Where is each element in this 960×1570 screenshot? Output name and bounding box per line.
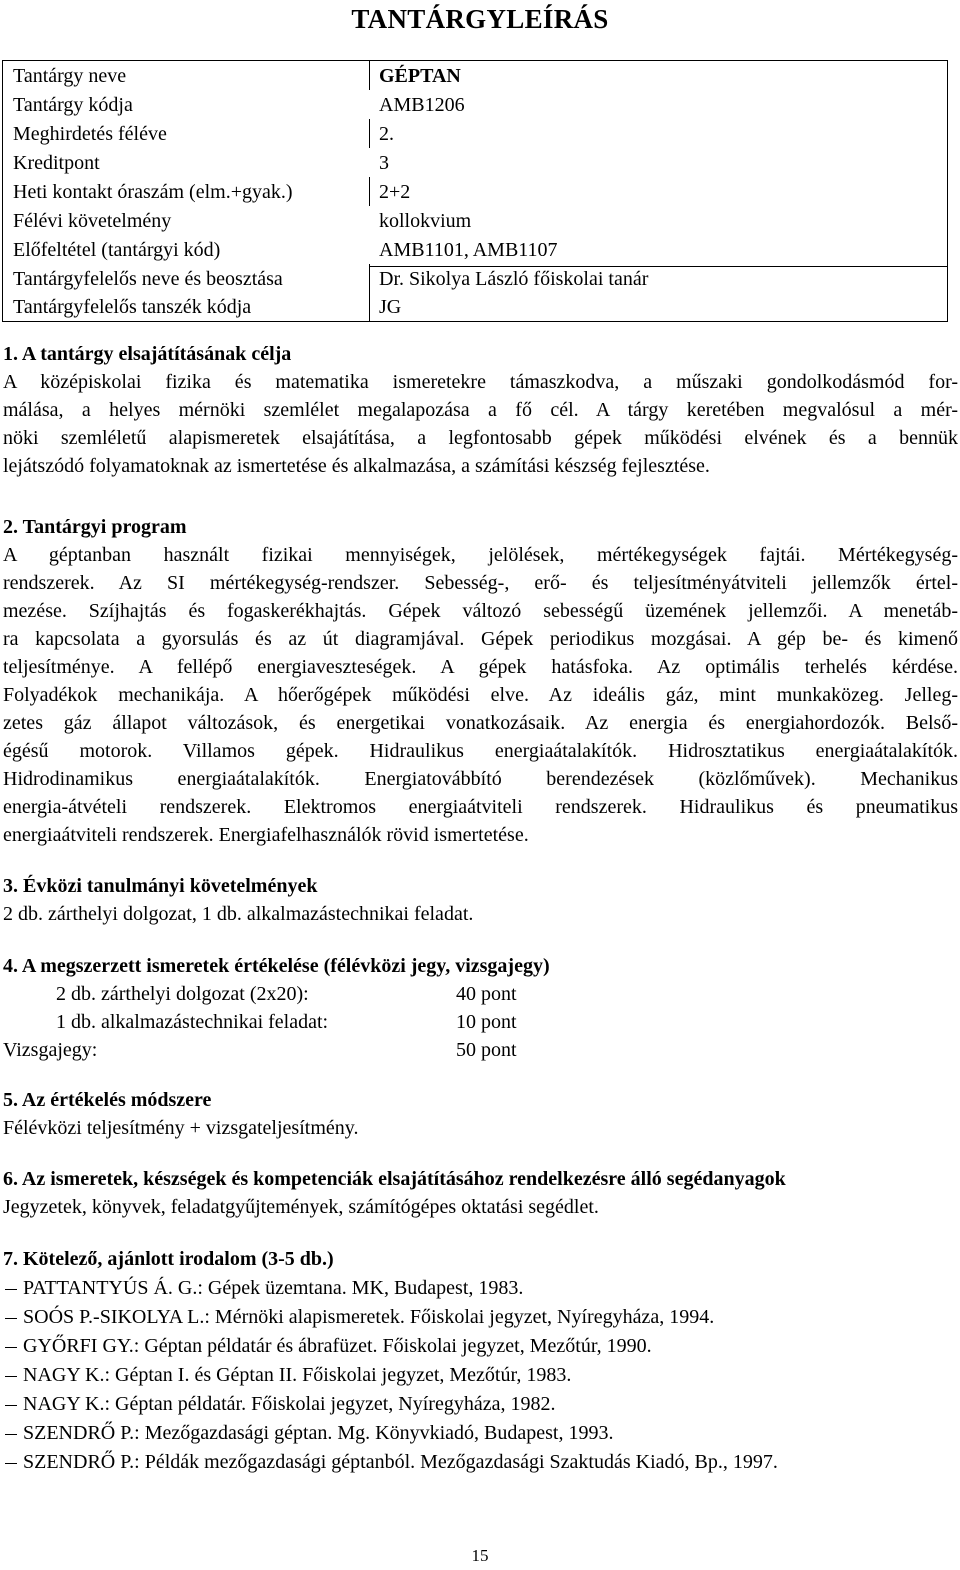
literature-item bbox=[3, 1390, 555, 1418]
section-learning-materials bbox=[3, 1165, 958, 1221]
paragraph-line: Hidrodinamikus energiaátalakítók. Energiatovábbító berendezések (közlőművek). Mechanikus bbox=[3, 768, 958, 790]
info-value: 2+2 bbox=[379, 181, 411, 203]
literature-text: SZENDRŐ P.: Mezőgazdasági géptan. Mg. Könyvkiadó, Budapest, 1993. bbox=[23, 1422, 614, 1444]
course-name-value: GÉPTAN bbox=[379, 65, 461, 87]
info-value: Dr. Sikolya László főiskolai tanár bbox=[379, 268, 649, 290]
paragraph-line: nöki szemléletű alapismeretek elsajátítása, a legfontosabb gépek működési elvének és a bennük bbox=[3, 427, 958, 449]
paragraph-line: A géptanban használt fizikai mennyiségek, jelölések, mértékegységek fajtái. Mértékegység- bbox=[3, 544, 958, 566]
section-literature bbox=[3, 1245, 958, 1273]
paragraph-line: energia-átvételi rendszerek. Elektromos energiaátviteli rendszerek. Hidraulikus és pneumatikus bbox=[3, 796, 958, 818]
dash-bullet bbox=[5, 1376, 17, 1377]
literature-item bbox=[3, 1419, 613, 1447]
info-label: Tantárgy neve bbox=[13, 65, 127, 87]
paragraph-line: mezése. Szíjhajtás és fogaskerékhajtás. Gépek változó sebességű üzemének jellemzői. A menetáb- bbox=[3, 600, 958, 622]
literature-text: NAGY K.: Géptan I. és Géptan II. Főiskolai jegyzet, Mezőtúr, 1983. bbox=[23, 1364, 572, 1386]
literature-item bbox=[3, 1361, 571, 1389]
section-heading: 5. Az értékelés módszere bbox=[3, 1089, 212, 1111]
info-row-weekly-hours bbox=[3, 178, 947, 207]
paragraph-line: rendszerek. Az SI mértékegység-rendszer. Sebesség-, erő- és teljesítményátviteli jellemzők értel- bbox=[3, 572, 958, 594]
info-row-semester bbox=[3, 120, 947, 149]
page-number: 15 bbox=[471, 1546, 489, 1565]
literature-text: NAGY K.: Géptan példatár. Főiskolai jegyzet, Nyíregyháza, 1982. bbox=[23, 1393, 556, 1415]
section-text: Jegyzetek, könyvek, feladatgyűjtemények, számítógépes oktatási segédlet. bbox=[3, 1196, 599, 1218]
literature-item bbox=[3, 1332, 652, 1360]
info-value: 2. bbox=[379, 123, 394, 145]
paragraph-line: A középiskolai fizika és matematika ismeretekre támaszkodva, a műszaki gondolkodásmód for- bbox=[3, 371, 958, 393]
section-evaluation bbox=[3, 952, 958, 980]
paragraph-line: zetes gáz állapot változások, és energetikai vonatkozásaik. Az energia és energiahordozók. Belső- bbox=[3, 712, 958, 734]
info-row-responsible bbox=[3, 265, 947, 294]
info-label: Kreditpont bbox=[13, 152, 100, 174]
section-course-program bbox=[3, 513, 958, 849]
literature-text: SOÓS P.-SIKOLYA L.: Mérnöki alapismeretek. Főiskolai jegyzet, Nyíregyháza, 1994. bbox=[23, 1306, 715, 1328]
grade-label: Vizsgajegy: bbox=[3, 1039, 98, 1061]
paragraph-line: energiaátviteli rendszerek. Energiafelhasználók rövid ismertetése. bbox=[3, 824, 529, 846]
section-heading: 6. Az ismeretek, készségek és kompetenciák elsajátításához rendelkezésre álló segédanyagok bbox=[3, 1168, 786, 1190]
info-row-department bbox=[3, 293, 947, 322]
paragraph-line: Folyadékok mechanikája. A hőerőgépek működési elve. Az ideális gáz, mint munkaközeg. Jelleg- bbox=[3, 684, 958, 706]
paragraph-line: ra kapcsolata a gyorsulás és az út diagramjával. Gépek periodikus mozgásai. A gép be- és kimenő bbox=[3, 628, 958, 650]
section-evaluation-method bbox=[3, 1086, 958, 1142]
info-value: AMB1101, AMB1107 bbox=[379, 239, 558, 261]
info-value: 3 bbox=[379, 152, 389, 174]
info-label: Tantárgy kódja bbox=[13, 94, 133, 116]
paragraph-line: teljesítménye. A fellépő energiaveszteségek. A gépek hatásfoka. Az optimális terhelés kérdése. bbox=[3, 656, 958, 678]
info-row-prerequisite bbox=[3, 236, 947, 265]
section-text: Félévközi teljesítmény + vizsgateljesítmény. bbox=[3, 1117, 359, 1139]
info-row-requirement bbox=[3, 207, 947, 236]
literature-text: SZENDRŐ P.: Példák mezőgazdasági géptanból. Mezőgazdasági Szaktudás Kiadó, Bp., 1997. bbox=[23, 1451, 778, 1473]
info-row-credits bbox=[3, 149, 947, 178]
literature-item bbox=[3, 1448, 778, 1476]
grade-points: 10 pont bbox=[456, 1011, 517, 1033]
section-heading: 2. Tantárgyi program bbox=[3, 516, 187, 538]
info-label: Előfeltétel (tantárgyi kód) bbox=[13, 239, 221, 261]
literature-text: GYŐRFI GY.: Géptan példatár és ábrafüzet. Főiskolai jegyzet, Mezőtúr, 1990. bbox=[23, 1335, 652, 1357]
dash-bullet bbox=[5, 1289, 17, 1290]
info-label: Tantárgyfelelős neve és beosztása bbox=[13, 268, 283, 290]
literature-item bbox=[3, 1303, 714, 1331]
info-value: kollokvium bbox=[379, 210, 472, 232]
dash-bullet bbox=[5, 1463, 17, 1464]
course-info-table bbox=[2, 60, 948, 322]
section-heading: 1. A tantárgy elsajátításának célja bbox=[3, 343, 292, 365]
literature-item bbox=[3, 1274, 523, 1302]
info-label: Félévi követelmény bbox=[13, 210, 172, 232]
grade-label: 1 db. alkalmazástechnikai feladat: bbox=[56, 1011, 329, 1033]
page-title: TANTÁRGYLEÍRÁS bbox=[351, 4, 609, 34]
section-heading: 4. A megszerzett ismeretek értékelése (félévközi jegy, vizsgajegy) bbox=[3, 955, 550, 977]
grade-label: 2 db. zárthelyi dolgozat (2x20): bbox=[56, 983, 309, 1005]
dash-bullet bbox=[5, 1405, 17, 1406]
info-row-course-name bbox=[3, 62, 947, 91]
literature-text: PATTANTYÚS Á. G.: Gépek üzemtana. MK, Budapest, 1983. bbox=[23, 1277, 524, 1299]
grade-points: 50 pont bbox=[456, 1039, 517, 1061]
section-semester-requirements bbox=[3, 872, 958, 928]
paragraph-line: lejátszódó folyamatoknak az ismertetése és alkalmazása, a számítási készség fejlesztése. bbox=[3, 455, 710, 477]
grade-points: 40 pont bbox=[456, 983, 517, 1005]
section-text: 2 db. zárthelyi dolgozat, 1 db. alkalmazástechnikai feladat. bbox=[3, 903, 474, 925]
section-course-aim bbox=[3, 340, 958, 480]
paragraph-line: égésű motorok. Villamos gépek. Hidraulikus energiaátalakítók. Hidrosztatikus energiaátalakítók. bbox=[3, 740, 958, 762]
dash-bullet bbox=[5, 1318, 17, 1319]
info-value: AMB1206 bbox=[379, 94, 465, 116]
info-label: Tantárgyfelelős tanszék kódja bbox=[13, 296, 252, 318]
paragraph-line: málása, a helyes mérnöki szemlélet megalapozása a fő cél. A tárgy keretében megvalósul a mér- bbox=[3, 399, 958, 421]
info-label: Meghirdetés féléve bbox=[13, 123, 167, 145]
dash-bullet bbox=[5, 1347, 17, 1348]
info-label: Heti kontakt óraszám (elm.+gyak.) bbox=[13, 181, 293, 203]
section-heading: 7. Kötelező, ajánlott irodalom (3-5 db.) bbox=[3, 1248, 334, 1270]
info-row-course-code bbox=[3, 91, 947, 120]
dash-bullet bbox=[5, 1434, 17, 1435]
section-heading: 3. Évközi tanulmányi követelmények bbox=[3, 875, 318, 897]
info-value: JG bbox=[379, 296, 402, 318]
